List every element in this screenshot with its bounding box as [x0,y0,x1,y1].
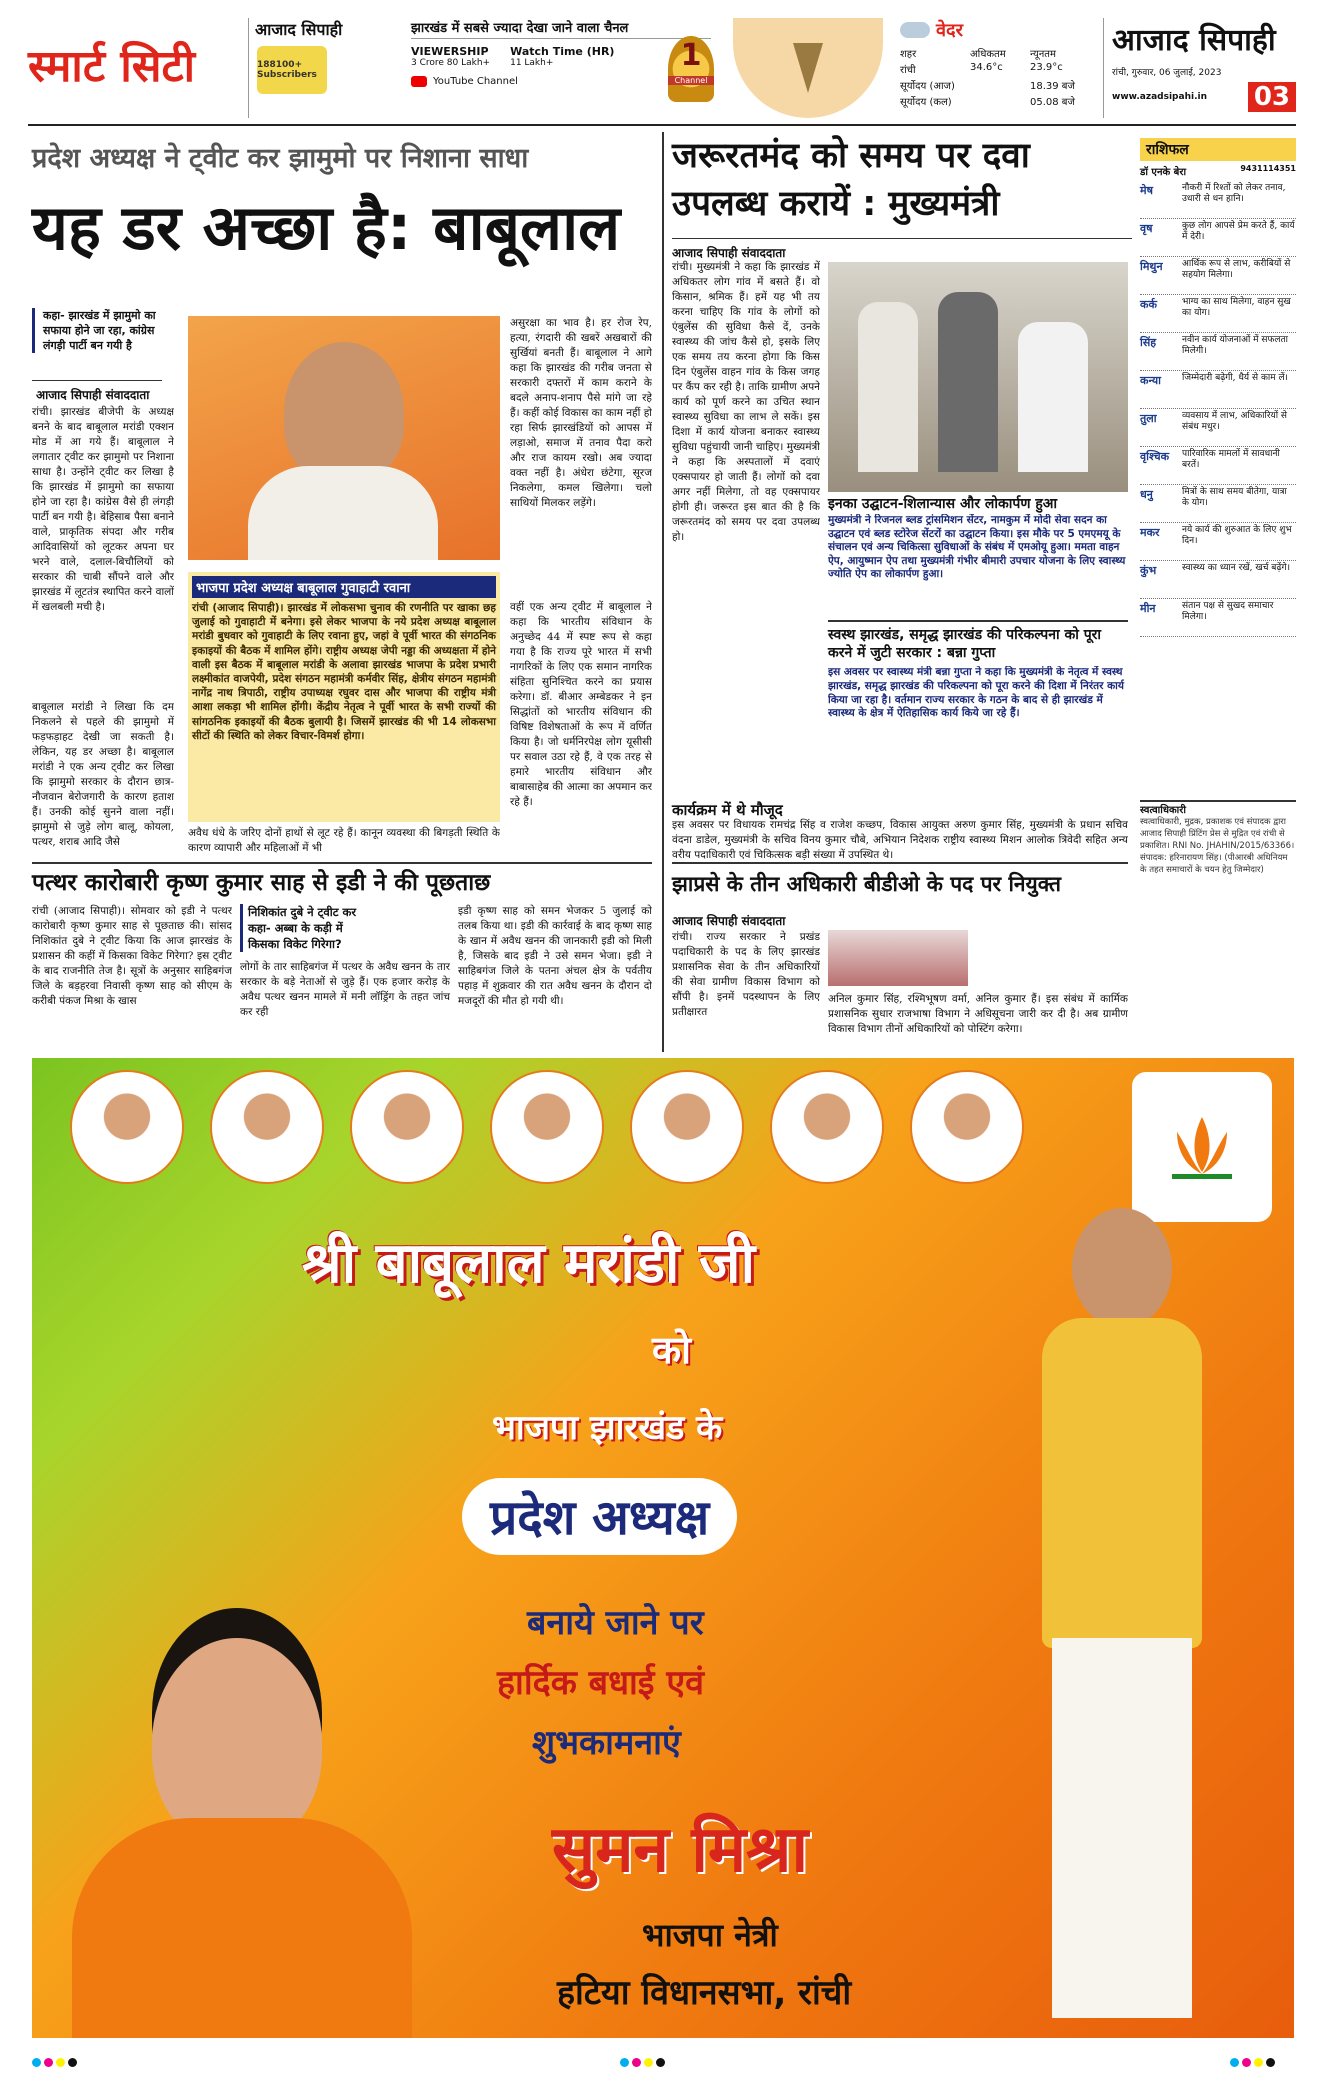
register-dot [56,2058,65,2067]
register-dot [1230,2058,1239,2067]
story1-col1b: बाबूलाल मरांडी ने लिखा कि दम निकलने से पहले की झामुमो में फड़फड़ाहट देखी जा सकती है। लेकिन, यह डर अच्छा है। बाबूलाल मरांडी ने एक अन्य ट्वीट कर लिखा कि झामुमो सरकार के दौरान छात्र-नौजवान बेरोजगारी के कारण हताश हैं। उनकी कोई सुनने वाला नहीं। झामुमो से जुड़े लोग बालू, कोयला, पत्थर, शराब आदि जैसे [32,701,174,848]
zodiac-sign: वृश्चिक [1140,450,1170,463]
ad-place: हटिया विधानसभा, रांची [557,1973,852,2013]
register-dot [32,2058,41,2067]
zodiac-forecast: मित्रों के साथ समय बीतेगा, यात्रा के योग। [1182,487,1287,508]
ad-line7: शुभकामनाएं [532,1723,681,1763]
register-marks-right [1230,2052,1278,2071]
rashifal-row [1140,447,1296,485]
story4-headline: झाप्रसे के तीन अधिकारी बीडीओ के पद पर नियुक्त [672,872,1061,896]
zodiac-forecast: आर्थिक रूप से लाभ, करीबियों से सहयोग मिलेगा। [1182,259,1291,280]
story1-kicker: प्रदेश अध्यक्ष ने ट्वीट कर झामुमो पर निशाना साधा [32,143,529,174]
rashifal-row [1140,219,1296,257]
ad-role: भाजपा नेत्री [642,1916,778,1954]
rashifal-row [1140,295,1296,333]
brand-box [248,18,403,118]
story4-text1: रांची। राज्य सरकार ने प्रखंड पदाधिकारी के पद के लिए झारखंड प्रशासनिक सेवा के तीन अधिकारियों की सेवा ग्रामीण विकास विभाग को सौंपी है। इनमें पदस्थापन के लिए प्रतीक्षारत [672,931,820,1018]
page-number: 03 [1248,82,1296,112]
suman-mishra-photo [32,1618,452,2038]
imprint-box: स्वत्वाधिकारी स्वत्वाधिकारी, मुद्रक, प्रकाशक एवं संपादक द्वारा आजाद सिपाही प्रिंटिंग प्रेस से मुद्रित एवं रांची से प्रकाशित। RNI No. JHAHIN/2015/63366। संपादक: हरिनारायण सिंह। (पीआरबी अधिनियम के तहत समाचारों के चयन हेतु जिम्मेदार) [1140,800,1296,1050]
zodiac-sign: तुला [1140,412,1157,425]
zodiac-sign: कन्या [1140,374,1161,387]
guwahati-box: भाजपा प्रदेश अध्यक्ष बाबूलाल गुवाहाटी रवाना रांची (आजाद सिपाही)। झारखंड में लोकसभा चुनाव की रणनीति पर खाका छह जुलाई को गुवाहाटी में बनेगा। इसे लेकर भाजपा के नये प्रदेश अध्यक्ष बाबूलाल मरांडी बुधवार को गुवाहाटी के लिए रवाना हुए, जहां वे पूर्वी भारत की संगठनिक इकाइयों की बैठक में शामिल होंगे। राष्ट्रीय अध्यक्ष जेपी नड्डा की अध्यक्षता में होने वाली इस बैठक में बाबूलाल मरांडी के अलावा झारखंड भाजपा के प्रदेश प्रभारी लक्ष्मीकांत वाजपेयी, प्रदेश संगठन महामंत्री कर्मवीर सिंह, क्षेत्रीय संगठन महामंत्री नागेंद्र नाथ त्रिपाठी, राष्ट्रीय उपाध्यक्ष रघुवर दास और भाजपा की राष्ट्रीय मंत्री आशा लकड़ा भी शामिल होंगी। केंद्रीय नेतृत्व ने पूर्वी भारत के सभी राज्यों की सांगठनिक इकाइयों की बैठक बुलायी है। जिसमें झारखंड की भी 14 लोकसभा सीटों की स्थिति को लेकर विचार-विमर्श होगा। [188,572,500,822]
congratulation-ad [32,1058,1294,2038]
ad-line5: बनाये जाने पर [527,1603,704,1643]
register-dot [1254,2058,1263,2067]
zodiac-sign: कर्क [1140,298,1157,311]
divider [32,380,162,381]
zodiac-forecast: पारिवारिक मामलों में सावधानी बरतें। [1182,449,1280,470]
story1-col2b: वहीं एक अन्य ट्वीट में बाबूलाल ने कहा कि भारतीय संविधान के अनुच्छेद 44 में स्पष्ट रूप से कहा गया है कि राज्य पूरे भारत में सभी नागरिकों के लिए एक समान नागरिक संहिता सुनिश्चित करने का प्रयास करेगा। डॉ. बीआर अम्बेडकर ने इन सिद्धांतों को भारतीय संविधान की विषिष्ट विशेषताओं के रूप में वर्णित किया है। जो धर्मनिरपेक्ष लोग यूसीसी पर सवाल उठा रहे हैं, वे एक तरह से हमारे भारतीय संविधान और बाबासाहेब की आत्मा का अपमान कर रहे हैं। [510,601,652,808]
zodiac-forecast: नौकरी में रिश्तों को लेकर तनाव, उधारी से धन हानि। [1182,183,1286,204]
divider [32,862,652,864]
story2-sub2: कार्यक्रम में थे मौजूद [672,801,783,819]
leader-photo [772,1072,882,1182]
rashifal-panel: राशिफल डॉ एनके बेरा 9431114351 मेष नौकरी में रिश्तों को लेकर तनाव, उधारी से धन हानि। वृष कुछ लोग आपसे प्रेम करते हैं, कार्य में देरी। मिथुन आर्थिक रूप से लाभ, करीबियों से सहयोग मिलेगा। कर्क भाग्य का साथ मिलेगा, वाहन सुख का योग। सिंह नवीन कार्य योजनाओं में सफलता मिलेगी। कन्या जिम्मेदारी बढ़ेगी, धैर्य से काम लें। तुला व्यवसाय में लाभ, अधिकारियों से संबंध मधुर। वृश्चिक पारिवारिक मामलों में सावधानी बरतें। धनु मित्रों के साथ समय बीतेगा, यात्रा के योग। मकर नये कार्य की शुरुआत के लिए शुभ दिन। कुंभ स्वास्थ्य का ध्यान रखें, खर्च बढ़ेंगे। मीन संतान पक्ष से सुखद समाचार मिलेगा। [1140,138,1296,798]
zodiac-sign: धनु [1140,488,1153,501]
story4-byline: आजाद सिपाही संवाददाता [672,914,786,928]
ad-line6: हार्दिक बधाई एवं [497,1663,705,1703]
story2-subtext: इस अवसर पर स्वास्थ्य मंत्री बन्ना गुप्ता ने कहा कि मुख्यमंत्री के नेतृत्व में स्वस्थ झारखंड, समृद्ध झारखंड की परिकल्पना को पूरा करने की दिशा में निरंतर कार्य किया जा रहा है। वर्तमान राज्य सरकार के गठन के बाद से ही झारखंड में स्वास्थ्य के क्षेत्र में ऐतिहासिक कार्य किये जा रहे हैं। [828,666,1124,720]
cloud-icon [900,22,930,38]
zodiac-forecast: नये कार्य की शुरुआत के लिए शुभ दिन। [1182,525,1292,546]
zodiac-forecast: संतान पक्ष से सुखद समाचार मिलेगा। [1182,601,1274,622]
rashifal-row [1140,333,1296,371]
ad-line3: भाजपा झारखंड के [492,1408,723,1448]
ad-line1: श्री बाबूलाल मरांडी जी [302,1231,755,1296]
paper-nameplate: आजाद सिपाही रांची, गुरुवार, 06 जुलाई, 2023 www.azadsipahi.in 03 [1103,18,1296,118]
story1-headline: यह डर अच्छा है: बाबूलाल [32,191,621,264]
story1-pullquote: कहा- झारखंड में झामुमो का सफाया होने जा रहा, कांग्रेस लंगड़ी पार्टी बन गयी है [32,308,162,353]
youtube-icon [411,76,427,87]
zodiac-sign: मीन [1140,602,1156,615]
ad-line4: प्रदेश अध्यक्ष [462,1478,737,1555]
register-dot [644,2058,653,2067]
register-dot [44,2058,53,2067]
caption1-title: इनका उद्घाटन-शिलान्यास और लोकार्पण हुआ [828,496,1058,512]
zodiac-sign: सिंह [1140,336,1157,349]
register-dot [1242,2058,1251,2067]
leader-photo [72,1072,182,1182]
story3-text3: इडी कृष्ण साह को समन भेजकर 5 जुलाई को तलब किया था। इडी की कार्रवाई के बाद कृष्ण साह के खान में अवैध खनन की जानकारी इडी को मिली है, जिसके बाद इडी ने उसे समन भेजा। इडी ने साहिबगंज जिले के पतना अंचल क्षेत्र के पर्वतीय पहाड़ में शुक्रवार की रात अवैध खनन के दौरान दो मजदूरों की मौत हो गयी थी। [458,905,652,1007]
leader-photo [212,1072,322,1182]
jharkhand-map-icon: 188100+ Subscribers [257,46,327,94]
masthead [28,18,1296,118]
story1-col1: रांची। झारखंड बीजेपी के अध्यक्ष बनने के बाद बाबूलाल मरांडी एक्शन मोड में आ गये हैं। बाबूलाल ने लगातार ट्वीट कर झामुमो पर निशाना साधा है। उन्होंने ट्वीट कर लिखा है कि झारखंड में झामुमो का सफाया होने जा रहा है। कांग्रेस वैसे ही लंगड़ी पार्टी बन गयी है। बेहिसाब पैसा बनाने वाले, प्राकृतिक संपदा और गरीब आदिवासियों को लूटकर अपना घर भरने वाले, दलाल-बिचौलियों को सरकार की चाबी सौंपने वाले और झारखंड में लूटतंत्र स्थापित करने वालों में खलबली मची है। [32,406,174,613]
zodiac-forecast: जिम्मेदारी बढ़ेगी, धैर्य से काम लें। [1182,373,1288,383]
register-dot [68,2058,77,2067]
zodiac-sign: कुंभ [1140,564,1157,577]
zodiac-forecast: भाग्य का साथ मिलेगा, वाहन सुख का योग। [1182,297,1291,318]
babulal-fullbody-photo [992,1208,1252,2038]
story1-bottom: अवैध धंधे के जरिए दोनों हाथों से लूट रहे हैं। कानून व्यवस्था की बिगड़ती स्थिति के कारण व्यापारी और महिलाओं में भी [188,827,500,854]
pen-nib-emblem [733,18,883,118]
rashifal-row [1140,371,1296,409]
register-dot [1266,2058,1275,2067]
rashifal-row [1140,523,1296,561]
zodiac-sign: वृष [1140,222,1153,235]
story1-col2: असुरक्षा का भाव है। हर रोज रेप, हत्या, रंगदारी की खबरें अखबारों की सुर्खियां बनती हैं। बाबूलाल ने आगे कहा कि झारखंड की गरीब जनता से सरकारी दफ्तरों में काम कराने के बदले अनाप-शनाप पैसे मांगे जा रहे हैं। कहीं कोई विकास का काम नहीं हो रहा सिर्फ झारखंडियों को आपस में लड़ाओ, समाज में तनाव पैदा करो और राज कायम रखो। अब ज्यादा वक्त नहीं है। अंधेरा छंटेगा, सूरज निकलेगा, कमल खिलेगा। चलो साथियों मिलकर लड़ेंगे। [510,317,652,509]
divider [828,620,1128,622]
story3-headline: पत्थर कारोबारी कृष्ण कुमार साह से इडी ने की पूछताछ [32,870,491,896]
column-divider [662,132,664,1052]
leader-photo [632,1072,742,1182]
story3-quote: निशिकांत दुबे ने ट्वीट कर कहा- अब्बा के कड़ी में किसका विकेट गिरेगा? [240,904,378,952]
channel-stats: झारखंड में सबसे ज्यादा देखा जाने वाला चैनल VIEWERSHIP 3 Crore 80 Lakh+ Watch Time (HR) 11 Lakh+ YouTube Channel [411,18,711,87]
weather-title: वेदर [936,20,963,41]
zodiac-sign: मेष [1140,184,1153,197]
register-dot [620,2058,629,2067]
story2-byline: आजाद सिपाही संवाददाता [672,246,786,260]
leader-photo [492,1072,602,1182]
masthead-divider [28,124,1296,126]
leaders-strip [72,1072,1112,1192]
register-dot [656,2058,665,2067]
building-photo [828,930,968,986]
rashifal-row [1140,409,1296,447]
story2-subhead: स्वस्थ झारखंड, समृद्ध झारखंड की परिकल्पना को पूरा करने में जुटी सरकार : बन्ना गुप्ता [828,627,1102,661]
brand-small: आजाद सिपाही [255,20,343,39]
story2-text: रांची। मुख्यमंत्री ने कहा कि झारखंड में अधिकतर लोग गांव में बसते हैं। वो किसान, श्रमिक हैं। हमें यह भी तय करना चाहिए कि गांव के लोगों को एंबुलेंस की सुविधा कैसे दें, उनके स्वास्थ्य की जांच कैसे हो, इसके लिए एक समय तय करना होगा कि किस दिन एंबुलेंस वाहन गांव के किस जगह पर कैंप कर रही है। ताकि ग्रामीण अपने कार्य को पूर्ण करने का उचित स्थान स्वास्थ्य सुविधा का लाभ ले सकें। इस दिशा में कार्य योजना बनाकर स्वास्थ्य सुविधा पहुंचायी जानी चाहिए। मुख्यमंत्री ने कहा कि अस्पतालों में दवाएं एक्सपायर हो जाती हैं। लोगों को दवा अगर नहीं मिलेगा, तो वह एक्सपायर होगी ही। जरूरत इस बात की है कि जरूरतमंद को समय पर दवा उपलब्ध हो। [672,261,820,543]
story3-text1: रांची (आजाद सिपाही)। सोमवार को इडी ने पत्थर कारोबारी कृष्ण कुमार साह से पूछताछ की। सांसद निशिकांत दुबे ने ट्वीट किया कि आज झारखंड के प्रशासन की कहीं में किसका विकेट गिरेगा? इस ट्वीट के बाद राजनीति तेज है। सूत्रों के अनुसार साहिबगंज जिले के बड़हरवा निवासी कृष्ण साह को सीएम के करीबी पंकज मिश्रा के खास [32,905,232,1007]
rashifal-row [1140,181,1296,219]
zodiac-forecast: कुछ लोग आपसे प्रेम करते हैं, कार्य में देरी। [1182,221,1295,242]
weather-box: वेदर शहर अधिकतम न्यूनतम रांची 34.6°c 23.9°c सूर्योदय (आज) 18.39 बजे सूर्योदय (कल) 05.08 बजे [900,20,1075,108]
ad-line2: को [652,1328,692,1372]
zodiac-forecast: स्वास्थ्य का ध्यान रखें, खर्च बढ़ेंगे। [1182,563,1290,573]
story3-text2: लोगों के तार साहिबगंज में पत्थर के अवैध खनन के तार सरकार के बड़े नेताओं से जुड़े हैं। एक हजार करोड़ के अवैध पत्थर खनन मामले में मनी लॉड्रिंग के तहत जांच कर रही [240,961,450,1018]
number-one-badge: 1 Channel [668,36,714,102]
babulal-photo [188,316,500,560]
story4-text2: अनिल कुमार सिंह, रश्मिभूषण वर्मा, अनिल कुमार हैं। इस संबंध में कार्मिक प्रशासनिक सुधार राजभाषा विभाग ने अधिसूचना जारी कर दी है। अब ग्रामीण विकास विभाग तीनों अधिकारियों को पोस्टिंग करेगा। [828,993,1128,1035]
register-marks-center [620,2052,668,2071]
rashifal-row [1140,257,1296,295]
zodiac-sign: मिथुन [1140,260,1163,273]
zodiac-forecast: व्यवसाय में लाभ, अधिकारियों से संबंध मधुर। [1182,411,1288,432]
leader-photo [352,1072,462,1182]
divider [672,862,1128,864]
register-dot [632,2058,641,2067]
rashifal-row [1140,485,1296,523]
section-title: स्मार्ट सिटी [28,41,196,92]
register-marks-left [32,2052,80,2071]
rashifal-list [1140,181,1296,637]
zodiac-sign: मकर [1140,526,1160,539]
story2-headline: जरूरतमंद को समय पर दवा उपलब्ध करायें : मुख्यमंत्री [672,136,1030,224]
cm-event-photo [828,262,1128,492]
lotus-icon [1132,1072,1272,1222]
zodiac-forecast: नवीन कार्य योजनाओं में सफलता मिलेगी। [1182,335,1288,356]
rashifal-row [1140,599,1296,637]
story2-sub2-text: इस अवसर पर विधायक रामचंद्र सिंह व राजेश कच्छप, विकास आयुक्त अरुण कुमार सिंह, मुख्यमंत्री के प्रधान सचिव वंदना डाडेल, मुख्यमंत्री के सचिव विनय कुमार चौबे, अभियान निदेशक राष्ट्रीय स्वास्थ्य मिशन आलोक त्रिवेदी सहित अन्य वरीय पदाधिकारी एवं चिकित्सक बड़ी संख्या में उपस्थित थे। [672,819,1128,861]
rashifal-row [1140,561,1296,599]
caption1-text: मुख्यमंत्री ने रिजनल ब्लड ट्रांसमिशन सेंटर, नामकुम में मोदी सेवा सदन का उद्घाटन एवं ब्लड स्टोरेज सेंटरों का उद्घाटन किया। इस मौके पर 5 एमएमयू के संचालन एवं अन्य चिकित्सा सुविधाओं के संबंध में एमओयू हुआ। ममता वाहन ऐप, आयुष्मान ऐप तथा मुख्यमंत्री गंभीर बीमारी उपचार योजना के लिए स्वास्थ्य ज्योति ऐप का लोकार्पण हुआ। [828,514,1126,580]
ad-sender: सुमन मिश्रा [552,1813,809,1887]
leader-photo [912,1072,1022,1182]
story1-byline: आजाद सिपाही संवाददाता [36,388,150,402]
tagline: झारखंड में सबसे ज्यादा देखा जाने वाला चैनल [411,18,711,39]
divider [672,238,1132,239]
